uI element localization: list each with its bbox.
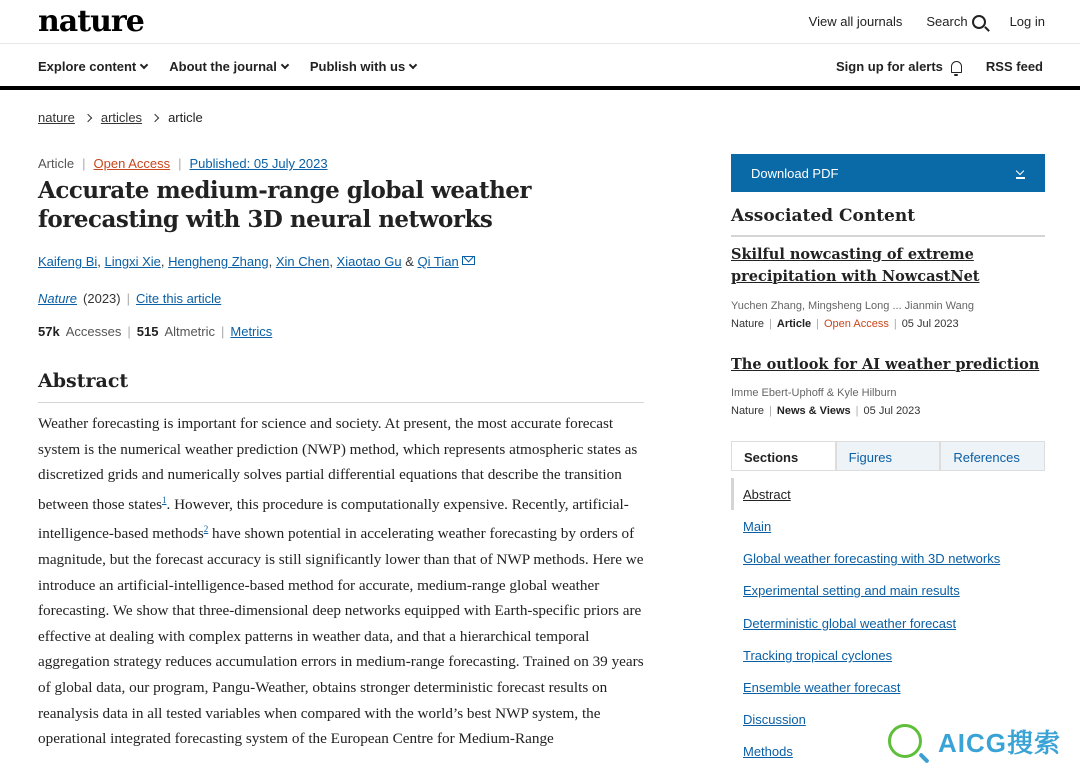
nav-label: Publish with us (309, 59, 406, 74)
nav-menu (38, 59, 416, 74)
divider: | (126, 291, 130, 306)
section-link-experimental-setting[interactable]: Experimental setting and main results (743, 583, 960, 598)
chevron-right-icon (151, 113, 159, 121)
alerts-signup-link[interactable] (836, 59, 962, 74)
journal-link[interactable]: Nature (38, 291, 78, 306)
article-type: Article (38, 156, 75, 171)
metrics-line (38, 324, 272, 339)
breadcrumb-nature[interactable]: nature (38, 110, 75, 125)
divider: | (221, 324, 225, 339)
author-link[interactable]: Lingxi Xie (104, 254, 161, 269)
assoc-type: News & Views (776, 405, 851, 417)
reference-link[interactable]: 1 (162, 494, 167, 505)
author-link[interactable]: Xin Chen (275, 254, 330, 269)
altmetric-count: 515 (136, 324, 159, 339)
author-link[interactable]: Xiaotao Gu (336, 254, 402, 269)
associated-article-meta (731, 318, 959, 330)
section-link-deterministic-forecast[interactable]: Deterministic global weather forecast (743, 616, 957, 631)
associated-article-title[interactable]: The outlook for AI weather prediction (731, 356, 1040, 373)
nav-about-journal[interactable] (169, 59, 288, 74)
divider: | (893, 318, 897, 330)
section-link-abstract[interactable]: Abstract (743, 487, 791, 502)
search-icon (972, 15, 986, 29)
article-meta (38, 156, 328, 171)
section-link-global-forecasting[interactable]: Global weather forecasting with 3D networks (743, 551, 1001, 566)
search-label: Search (926, 14, 968, 29)
divider: | (82, 156, 86, 171)
nav-label: About the journal (169, 59, 277, 74)
tab-references[interactable]: References (940, 441, 1045, 470)
assoc-journal: Nature (731, 318, 765, 330)
chevron-down-icon (140, 61, 148, 69)
associated-article-title[interactable]: Skilful nowcasting of extreme precipitation with NowcastNet (731, 246, 980, 285)
assoc-date: 05 Jul 2023 (901, 318, 959, 330)
associated-article-authors: Imme Ebert-Uphoff & Kyle Hilburn (731, 387, 897, 399)
download-label: Download PDF (751, 165, 839, 181)
nav-publish-with-us[interactable] (310, 59, 416, 74)
divider (731, 235, 1045, 237)
watermark-text: AICG搜索 (938, 727, 1062, 758)
tab-figures[interactable]: Figures (836, 441, 941, 470)
published-date-link[interactable]: Published: 05 July 2023 (189, 156, 328, 171)
mail-icon[interactable] (462, 256, 475, 265)
divider: | (855, 405, 859, 417)
search-link[interactable] (926, 14, 985, 29)
section-link-tropical-cyclones[interactable]: Tracking tropical cyclones (743, 648, 893, 663)
alerts-label: Sign up for alerts (836, 59, 943, 74)
divider: | (127, 324, 131, 339)
abstract-part: have shown potential in accelerating weather forecasting by orders of magnitude, but the forecast accuracy is still significantly lower than that of NWP methods. Here we introduce an artificial-intelligence-based method for accurate, medium-range global weather forecasting. We show that three-dimensional deep networks equipped with Earth-specific priors are effective at dealing with complex patterns in weather data, and that a hierarchical temporal aggregation strategy reduces accumulation errors in medium-range forecasting. Trained on 39 years of global data, our program, Pangu-Weather, obtains stronger deterministic forecast results on reanalysis data in all tested variables when compared with the world’s best NWP system, the operational integrated forecasting system of the European Centre for Medium-Range (38, 525, 644, 748)
nav-explore-content[interactable] (38, 59, 147, 74)
author-link[interactable]: Kaifeng Bi (38, 254, 98, 269)
magnifier-logo-icon (888, 724, 922, 758)
author-link-corresponding[interactable]: Qi Tian (417, 254, 459, 269)
nav-label: Explore content (38, 59, 137, 74)
chevron-right-icon (84, 113, 92, 121)
section-link-methods[interactable]: Methods (743, 744, 793, 759)
assoc-access: Open Access (824, 318, 889, 330)
current-section-indicator (731, 478, 734, 510)
chevron-down-icon (281, 61, 289, 69)
associated-article-meta (731, 405, 920, 417)
download-icon (1016, 168, 1025, 179)
author-link[interactable]: Hengheng Zhang (168, 254, 269, 269)
divider: | (769, 405, 772, 417)
article-title: Accurate medium-range global weather forecasting with 3D neural networks (38, 177, 532, 233)
associated-content-heading: Associated Content (731, 206, 916, 226)
altmetric-label: Altmetric (164, 324, 215, 339)
assoc-journal: Nature (731, 405, 765, 417)
divider: | (769, 318, 772, 330)
accesses-label: Accesses (65, 324, 122, 339)
nav-right (836, 59, 1043, 74)
main-nav (0, 44, 1080, 90)
breadcrumb-current: article (168, 110, 203, 125)
top-bar (0, 0, 1080, 44)
abstract-part: . However, this procedure is computationally expensive. Recently, artificial-intelligence-based methods (38, 495, 629, 543)
download-pdf-button[interactable] (731, 154, 1045, 192)
assoc-type: Article (776, 318, 812, 330)
section-link-main[interactable]: Main (743, 519, 772, 534)
view-all-journals-link[interactable]: View all journals (808, 14, 903, 29)
abstract-heading: Abstract (38, 370, 129, 392)
reference-link[interactable]: 2 (203, 524, 209, 535)
tab-sections[interactable]: Sections (731, 441, 836, 470)
divider (38, 402, 644, 403)
sidebar-tabs (731, 441, 1045, 471)
author-join: & (405, 254, 414, 269)
top-links (809, 14, 1045, 29)
login-link[interactable]: Log in (1009, 14, 1045, 29)
author-list: Kaifeng Bi, Lingxi Xie, Hengheng Zhang, Xin Chen, Xiaotao Gu & Qi Tian (38, 254, 475, 269)
section-link-ensemble-forecast[interactable]: Ensemble weather forecast (743, 680, 901, 695)
metrics-link[interactable]: Metrics (230, 324, 273, 339)
bell-icon (951, 61, 962, 73)
rss-feed-link[interactable]: RSS feed (985, 59, 1043, 74)
open-access-link[interactable]: Open Access (93, 156, 171, 171)
associated-article-authors: Yuchen Zhang, Mingsheng Long ... Jianmin Wang (731, 300, 974, 312)
cite-article-link[interactable]: Cite this article (136, 291, 222, 306)
section-link-discussion[interactable]: Discussion (743, 712, 806, 727)
assoc-date: 05 Jul 2023 (863, 405, 921, 417)
breadcrumb-articles[interactable]: articles (100, 110, 143, 125)
watermark (880, 712, 1080, 770)
citation-line (38, 291, 221, 306)
breadcrumb (38, 110, 203, 125)
abstract-part: Weather forecasting is important for science and society. At present, the most accurate forecast system is the numerical weather prediction (NWP) method, which represents atmospheric states as discretized grids and numerically solves partial differential equations that describe the transition between those states (38, 415, 638, 513)
divider: | (178, 156, 182, 171)
abstract-text (38, 411, 644, 752)
accesses-count: 57k (38, 324, 60, 339)
chevron-down-icon (409, 61, 417, 69)
nature-logo[interactable]: nature (38, 4, 144, 39)
publication-year: (2023) (83, 291, 121, 306)
divider: | (816, 318, 819, 330)
